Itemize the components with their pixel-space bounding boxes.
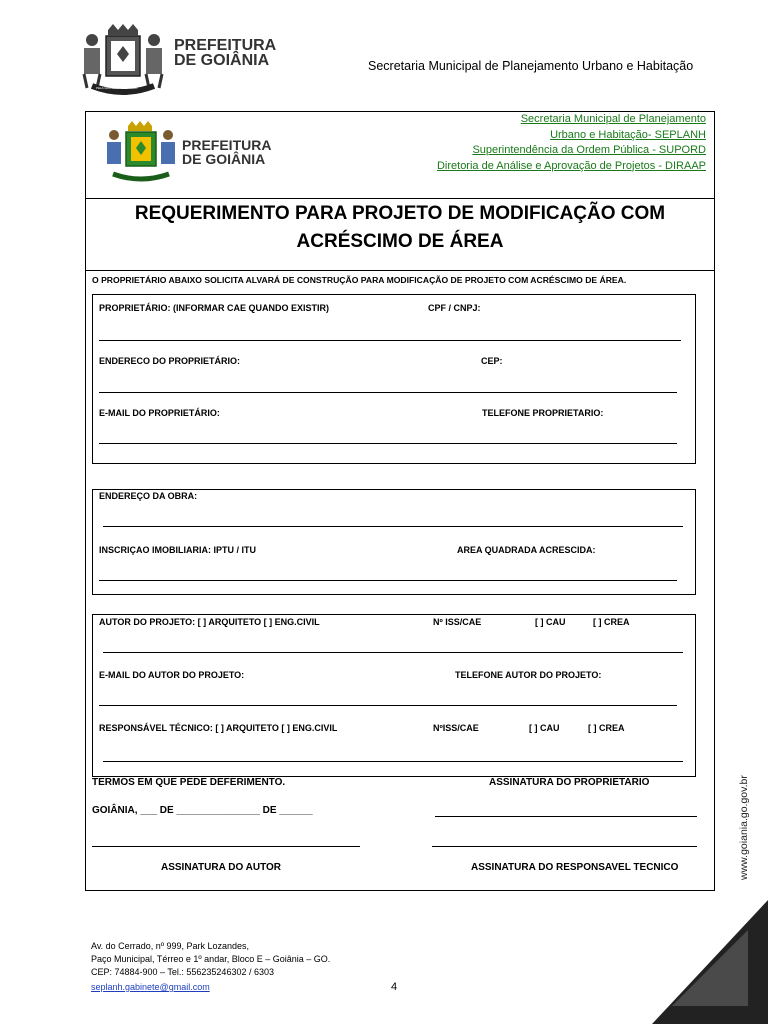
label-cpf-cnpj: CPF / CNPJ:	[428, 303, 481, 313]
footer-contact: CEP: 74884-900 – Tel.: 556235246302 / 6303	[91, 967, 274, 977]
city-seal-icon	[78, 22, 168, 102]
label-cep: CEP:	[481, 356, 503, 366]
seplanh-line-4: Diretoria de Análise e Aprovação de Projetos - DIRAAP	[436, 159, 706, 172]
autor-section	[92, 614, 696, 777]
label-responsavel-tecnico: RESPONSÁVEL TÉCNICO: [ ] ARQUITETO [ ] ENG.CIVIL	[99, 723, 338, 733]
intro-text: O PROPRIETÁRIO ABAIXO SOLICITA ALVARÁ DE CONSTRUÇÃO PARA MODIFICAÇÃO DE PROJETO COM ACRÉSCIMO DE ÁREA.	[92, 275, 627, 285]
label-telefone-proprietario: TELEFONE PROPRIETARIO:	[482, 408, 604, 418]
field-proprietario[interactable]	[99, 340, 681, 341]
form-logo	[103, 120, 179, 186]
footer-address-line1: Av. do Cerrado, nº 999, Park Lozandes,	[91, 941, 250, 951]
form-logo-line1: PREFEITURA	[182, 137, 272, 153]
signature-line-responsavel[interactable]	[432, 846, 697, 847]
field-responsavel-tecnico[interactable]	[103, 761, 683, 762]
footer-email-link[interactable]: seplanh.gabinete@gmail.com	[91, 982, 210, 992]
corner-triangle-decoration	[652, 900, 768, 1024]
checkbox-crea-1[interactable]: [ ] CREA	[593, 617, 630, 627]
field-endereco-proprietario[interactable]	[99, 392, 677, 393]
label-iss-cae-1: Nº ISS/CAE	[433, 617, 482, 627]
checkbox-crea-2[interactable]: [ ] CREA	[588, 723, 625, 733]
form-title-line1: REQUERIMENTO PARA PROJETO DE MODIFICAÇÃO COM	[134, 203, 666, 224]
form-logo-line2: DE GOIÂNIA	[182, 151, 266, 167]
label-endereco-proprietario: ENDERECO DO PROPRIETÁRIO:	[99, 356, 241, 366]
footer-address	[91, 940, 330, 994]
label-telefone-autor: TELEFONE AUTOR DO PROJETO:	[455, 670, 602, 680]
field-endereco-obra[interactable]	[103, 526, 683, 527]
header-logo-line1: PREFEITURA	[174, 37, 277, 54]
footer-address-line2: Paço Municipal, Térreo e 1º andar, Bloco E – Goiânia – GO.	[91, 954, 331, 964]
seal-motto: PELA GRANDEZA DA PÁTRIA	[96, 86, 138, 90]
seplanh-line-1: Secretaria Municipal de Planejamento	[520, 113, 706, 125]
field-email-autor[interactable]	[99, 705, 677, 706]
city-seal-color-icon	[103, 120, 179, 186]
header-logo-line2: DE GOIÂNIA	[174, 52, 270, 69]
page-number: 4	[391, 981, 398, 993]
seplanh-block	[437, 112, 706, 174]
termos-text: TERMOS EM QUE PEDE DEFERIMENTO.	[92, 777, 286, 788]
signature-line-proprietario[interactable]	[435, 816, 697, 817]
label-iss-cae-2: NºISS/CAE	[433, 723, 479, 733]
form-title-line2: ACRÉSCIMO DE ÁREA	[296, 231, 504, 252]
header-logo	[78, 22, 168, 102]
form-logo-text	[182, 138, 271, 166]
owner-section	[92, 294, 696, 464]
label-autor-projeto: AUTOR DO PROJETO: [ ] ARQUITETO [ ] ENG.CIVIL	[99, 617, 320, 627]
label-assinatura-autor: ASSINATURA DO AUTOR	[161, 862, 281, 873]
label-proprietario: PROPRIETÁRIO: (INFORMAR CAE QUANDO EXISTIR)	[99, 303, 330, 313]
label-inscricao: INSCRIÇAO IMOBILIARIA: IPTU / ITU	[99, 545, 256, 555]
seplanh-line-3: Superintendência da Ordem Pública - SUPORD	[472, 144, 706, 156]
label-assinatura-proprietario: ASSINATURA DO PROPRIETARIO	[489, 777, 650, 788]
header-secretaria: Secretaria Municipal de Planejamento Urbano e Habitação	[368, 59, 694, 73]
label-assinatura-responsavel: ASSINATURA DO RESPONSAVEL TECNICO	[471, 862, 679, 873]
label-email-autor: E-MAIL DO AUTOR DO PROJETO:	[99, 670, 245, 680]
checkbox-cau-2[interactable]: [ ] CAU	[529, 723, 560, 733]
divider-header	[85, 198, 715, 199]
divider-title	[85, 270, 715, 271]
label-endereco-obra: ENDEREÇO DA OBRA:	[99, 491, 198, 501]
label-area-acrescida: AREA QUADRADA ACRESCIDA:	[457, 545, 596, 555]
field-inscricao[interactable]	[99, 580, 677, 581]
signature-line-autor[interactable]	[92, 846, 360, 847]
goiania-date-line[interactable]: GOIÂNIA, ___ DE _______________ DE ______	[92, 805, 313, 816]
label-email-proprietario: E-MAIL DO PROPRIETÁRIO:	[99, 408, 220, 418]
form-title	[85, 200, 715, 256]
header-logo-text	[174, 38, 276, 68]
seplanh-line-2: Urbano e Habitação- SEPLANH	[550, 128, 706, 141]
field-autor-projeto[interactable]	[103, 652, 683, 653]
field-email-proprietario[interactable]	[99, 443, 677, 444]
checkbox-cau-1[interactable]: [ ] CAU	[535, 617, 566, 627]
website-vertical: www.goiania.go.gov.br	[738, 775, 750, 880]
